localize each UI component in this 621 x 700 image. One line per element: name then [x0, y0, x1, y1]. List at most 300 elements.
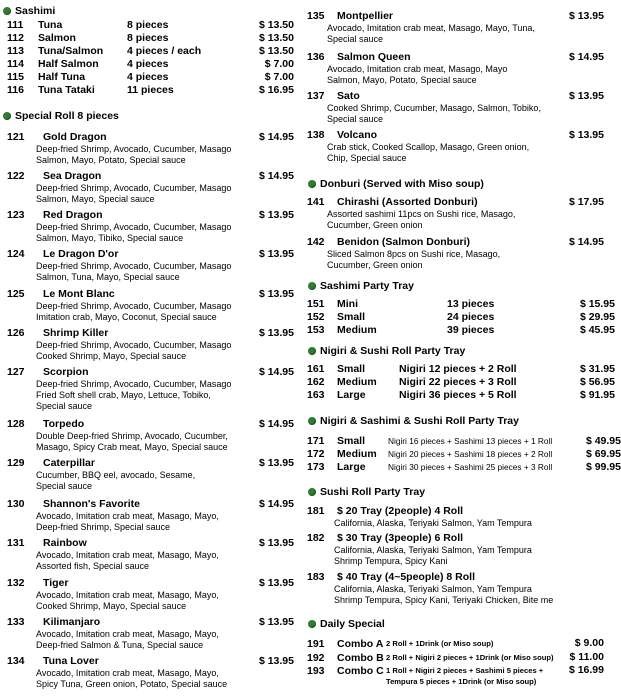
item-name: Small — [337, 311, 366, 323]
item-name: Red Dragon — [43, 209, 103, 221]
item-description-text: Sliced Salmon 8pcs on Sushi rice, Masago, — [327, 248, 501, 259]
item-description-text: Avocado, Imitation crab meat, Masago, Mayo — [327, 63, 508, 74]
menu-item — [0, 366, 294, 412]
item-price: $ 14.95 — [258, 366, 294, 378]
menu-item — [0, 537, 294, 572]
item-description-text: Double Deep-fried Shrimp, Avocado, Cucumber, — [36, 430, 228, 441]
menu-item-row — [0, 366, 294, 379]
item-name: Shannon's Favorite — [43, 498, 141, 510]
item-number: 129 — [7, 457, 25, 469]
item-price: $ 13.50 — [258, 45, 294, 57]
item-number: 135 — [307, 10, 325, 22]
item-description-text: Special sauce — [36, 480, 93, 491]
item-description — [0, 431, 294, 442]
item-name: Shrimp Killer — [43, 327, 109, 339]
bullet-icon — [308, 620, 316, 628]
special_roll-heading — [3, 110, 119, 122]
item-description-text: Deep-fried Shrimp, Special sauce — [36, 521, 171, 532]
item-description-text: Deep-fried Shrimp, Avocado, Cucumber, Masago — [36, 339, 232, 350]
item-description-text: Avocado, Imitation crab meat, Masago, Mayo, — [36, 510, 219, 521]
item-name: Gold Dragon — [43, 131, 107, 143]
item-price: $ 13.95 — [258, 457, 294, 469]
item-description — [300, 142, 604, 153]
item-price: $ 31.95 — [579, 363, 615, 375]
item-name: Chirashi (Assorted Donburi) — [337, 196, 478, 208]
item-number: 112 — [7, 32, 24, 44]
menu-item-row — [300, 311, 615, 324]
item-description-text: Cooked Shrimp, Mayo, Special sauce — [36, 350, 187, 361]
item-price: $ 49.95 — [585, 435, 621, 447]
item-description-text: California, Alaska, Teriyaki Salmon, Yam Tempura — [334, 544, 532, 555]
item-description — [300, 584, 604, 595]
bullet-icon — [3, 7, 11, 15]
menu-item — [300, 448, 621, 461]
item-name: Rainbow — [43, 537, 87, 549]
item-number: 138 — [307, 129, 325, 141]
menu-item-row — [0, 58, 294, 71]
item-description-text: 1 Roll + Nigiri 2 pieces + Sashimi 5 pieces + — [386, 666, 544, 675]
roll_tray-title: Sushi Roll Party Tray — [320, 486, 426, 498]
menu-item — [300, 652, 604, 663]
item-number: 116 — [7, 84, 24, 96]
item-description-text: Salmon, Mayo, Potato, Special sauce — [36, 154, 186, 165]
menu-item-row — [300, 389, 615, 402]
item-pieces: 8 pieces — [127, 19, 169, 31]
item-description-text: 2 Roll + Nigiri 2 pieces + 1Drink (or Miso soup) — [386, 653, 554, 662]
menu-item — [0, 45, 294, 58]
item-pieces: Nigiri 12 pieces + 2 Roll — [399, 363, 517, 375]
sashimi_tray-heading — [308, 280, 414, 292]
item-number: 124 — [7, 248, 25, 260]
menu-item-row — [0, 209, 294, 222]
daily_special-heading — [308, 618, 385, 630]
menu-item — [300, 665, 604, 687]
item-number: 125 — [7, 288, 25, 300]
item-name: Sea Dragon — [43, 170, 102, 182]
item-price: $ 91.95 — [579, 389, 615, 401]
menu-item — [300, 298, 615, 311]
item-description — [300, 220, 604, 231]
menu-item — [0, 616, 294, 651]
item-description-text: Masago, Spicy Crab meat, Mayo, Special sauce — [36, 441, 228, 452]
item-description — [0, 390, 294, 401]
menu-item — [0, 655, 294, 690]
item-price: $ 13.95 — [258, 537, 294, 549]
item-price: $ 13.50 — [258, 19, 294, 31]
item-number: 127 — [7, 366, 25, 378]
item-name: Tuna — [38, 19, 63, 31]
item-name: $ 40 Tray (4~5people) 8 Roll — [337, 571, 476, 583]
item-description — [0, 301, 294, 312]
item-price: $ 13.50 — [258, 32, 294, 44]
item-description — [300, 209, 604, 220]
bullet-icon — [308, 180, 316, 188]
item-name: Tuna/Salmon — [38, 45, 104, 57]
item-name: Combo C — [337, 665, 384, 677]
item-price: $ 14.95 — [568, 236, 604, 248]
item-number: 126 — [7, 327, 25, 339]
item-description — [0, 522, 294, 533]
item-number: 114 — [7, 58, 24, 70]
menu-item-row — [300, 129, 604, 142]
item-description — [0, 401, 294, 412]
menu-item-row — [300, 324, 615, 337]
item-price: $ 13.95 — [568, 10, 604, 22]
item-description-text: Cucumber, Green onion — [327, 219, 423, 230]
menu-item — [0, 32, 294, 45]
menu-item — [0, 131, 294, 166]
item-description-text: Avocado, Imitation crab meat, Masago, Mayo, — [36, 549, 219, 560]
item-description — [0, 261, 294, 272]
item-price: $ 56.95 — [579, 376, 615, 388]
menu-item-row — [0, 71, 294, 84]
menu-item — [0, 58, 294, 71]
item-description — [300, 249, 604, 260]
item-price: $ 13.95 — [258, 248, 294, 260]
menu-item-row — [300, 51, 604, 64]
menu-item-row — [0, 288, 294, 301]
item-name: Large — [337, 461, 366, 473]
item-price: $ 14.95 — [568, 51, 604, 63]
item-number: 151 — [307, 298, 325, 310]
nigiri_sashimi_tray-heading — [308, 415, 519, 427]
item-description-text: Salmon, Mayo, Special sauce — [36, 193, 155, 204]
item-pieces: 8 pieces — [127, 32, 169, 44]
item-name: Sato — [337, 90, 360, 102]
item-name: Medium — [337, 448, 377, 460]
item-description — [0, 155, 294, 166]
item-name: Montpellier — [337, 10, 394, 22]
item-number: 122 — [7, 170, 25, 182]
item-description-text: Salmon, Tuna, Mayo, Special sauce — [36, 271, 180, 282]
item-name: Caterpillar — [43, 457, 95, 469]
menu-item-row — [0, 32, 294, 45]
item-number: 192 — [307, 652, 325, 664]
menu-item — [0, 19, 294, 32]
item-number: 172 — [307, 448, 325, 460]
item-name: Large — [337, 389, 366, 401]
item-description — [300, 153, 604, 164]
item-name: Medium — [337, 376, 377, 388]
item-number: 183 — [307, 571, 325, 583]
item-name: Kilimanjaro — [43, 616, 101, 628]
item-number: 162 — [307, 376, 325, 388]
item-name: Half Salmon — [38, 58, 99, 70]
item-number: 132 — [7, 577, 25, 589]
item-number: 153 — [307, 324, 325, 336]
item-number: 182 — [307, 532, 325, 544]
item-price: $ 13.95 — [258, 288, 294, 300]
item-name: Salmon — [38, 32, 76, 44]
item-description — [0, 312, 294, 323]
item-name: Combo B — [337, 652, 384, 664]
menu-item-row — [0, 327, 294, 340]
item-description — [300, 676, 604, 687]
item-description-text: Deep-fried Shrimp, Avocado, Cucumber, Masago — [36, 260, 232, 271]
item-pieces: 4 pieces — [127, 58, 169, 70]
menu-item — [300, 532, 604, 567]
item-number: 173 — [307, 461, 325, 473]
item-name: Volcano — [337, 129, 378, 141]
item-number: 121 — [7, 131, 25, 143]
item-name: Salmon Queen — [337, 51, 411, 63]
menu-item — [300, 376, 615, 389]
item-number: 161 — [307, 363, 325, 375]
menu-item — [300, 196, 604, 231]
item-description-text: Avocado, Imitation crab meat, Masago, Mayo, — [36, 589, 219, 600]
item-description-text: Deep-fried Shrimp, Avocado, Cucumber, Masago — [36, 143, 232, 154]
item-description-text: Deep-fried Shrimp, Avocado, Cucumber, Masago — [36, 221, 232, 232]
item-price: $ 13.95 — [568, 129, 604, 141]
item-name: Tuna Lover — [43, 655, 99, 667]
item-price: $ 7.00 — [264, 58, 294, 70]
menu-item — [300, 324, 615, 337]
item-number: 136 — [307, 51, 325, 63]
menu-item — [300, 90, 604, 125]
sashimi_tray-title: Sashimi Party Tray — [320, 280, 414, 292]
item-description-text: Chip, Special sauce — [327, 152, 407, 163]
item-price: $ 69.95 — [585, 448, 621, 460]
bullet-icon — [3, 112, 11, 120]
item-pieces: 39 pieces — [447, 324, 495, 336]
item-description — [0, 233, 294, 244]
item-pieces: 24 pieces — [447, 311, 495, 323]
menu-item — [300, 10, 604, 45]
menu-item — [0, 577, 294, 612]
item-description — [300, 260, 604, 271]
item-description-text: Avocado, Imitation crab meat, Masago, Mayo, — [36, 628, 219, 639]
item-price: $ 14.95 — [258, 418, 294, 430]
item-description-text: Deep-fried Shrimp, Avocado, Cucumber, Masago — [36, 300, 232, 311]
item-number: 134 — [7, 655, 25, 667]
item-pieces: 4 pieces / each — [127, 45, 202, 57]
menu-item — [0, 209, 294, 244]
menu-item — [300, 461, 621, 474]
special_roll-title: Special Roll 8 pieces — [15, 110, 119, 122]
item-price: $ 11.00 — [569, 651, 604, 663]
menu-item — [300, 129, 604, 164]
item-price: $ 13.95 — [258, 616, 294, 628]
item-description — [300, 114, 604, 125]
menu-item-row — [300, 448, 621, 461]
item-description — [0, 590, 294, 601]
item-description-text: Assorted fish, Special sauce — [36, 560, 150, 571]
item-description — [0, 511, 294, 522]
item-name: Tuna Tataki — [38, 84, 95, 96]
item-number: 115 — [7, 71, 24, 83]
menu-item-row — [300, 435, 621, 448]
item-pieces: Nigiri 22 pieces + 3 Roll — [399, 376, 517, 388]
item-name: Mini — [337, 298, 358, 310]
item-description-text: Avocado, Imitation crab meat, Masago, Mayo, — [36, 667, 219, 678]
item-description-text: Special sauce — [36, 401, 93, 411]
menu-item-row — [300, 505, 604, 518]
item-number: 111 — [7, 19, 24, 31]
item-price: $ 17.95 — [568, 196, 604, 208]
menu-item — [300, 571, 604, 606]
menu-item-row — [0, 655, 294, 668]
item-number: 130 — [7, 498, 25, 510]
item-description-text: Cooked Shrimp, Mayo, Special sauce — [36, 600, 187, 611]
item-description — [300, 103, 604, 114]
item-price: $ 13.95 — [258, 655, 294, 667]
item-number: 142 — [307, 236, 325, 248]
item-price: $ 14.95 — [258, 131, 294, 143]
item-name: Benidon (Salmon Donburi) — [337, 236, 470, 248]
item-number: 123 — [7, 209, 25, 221]
item-number: 193 — [307, 665, 325, 677]
menu-item — [0, 327, 294, 362]
item-price: $ 99.95 — [585, 461, 621, 473]
item-name: $ 30 Tray (3people) 6 Roll — [337, 532, 464, 544]
item-description — [0, 679, 294, 690]
item-price: $ 14.95 — [258, 170, 294, 182]
menu-item-row — [0, 577, 294, 590]
menu-item — [0, 288, 294, 323]
menu-item-row — [300, 236, 604, 249]
item-name: Small — [337, 435, 366, 447]
item-number: 128 — [7, 418, 25, 430]
item-description-text: Deep-fried Shrimp, Avocado, Cucumber, Masago — [36, 378, 232, 389]
menu-item-row — [300, 90, 604, 103]
menu-item — [300, 638, 604, 649]
nigiri_sashimi_tray-title: Nigiri & Sashimi & Sushi Roll Party Tray — [320, 415, 519, 427]
menu-item — [0, 170, 294, 205]
item-description — [0, 442, 294, 453]
item-description — [300, 595, 604, 606]
menu-item-row — [300, 363, 615, 376]
item-name: Small — [337, 363, 366, 375]
menu-item-row — [0, 537, 294, 550]
item-description — [300, 518, 604, 529]
menu-item — [0, 498, 294, 533]
nigiri_tray-heading — [308, 345, 465, 357]
item-description-text: Shrimp Tempura, Spicy Kani — [334, 555, 448, 566]
item-number: 171 — [307, 435, 325, 447]
bullet-icon — [308, 488, 316, 496]
menu-item — [0, 457, 294, 492]
menu-item — [300, 311, 615, 324]
item-description-text: Assorted sashimi 11pcs on Sushi rice, Masago, — [327, 208, 516, 219]
item-description-text: Deep-fried Shrimp, Avocado, Cucumber, Masago — [36, 182, 232, 193]
menu-item — [0, 418, 294, 453]
item-description-text: Deep-fried Salmon & Tuna, Special sauce — [36, 639, 204, 650]
item-description — [0, 144, 294, 155]
item-pieces: Nigiri 30 pieces + Sashimi 25 pieces + 3 Roll — [388, 462, 553, 472]
menu-item — [300, 51, 604, 86]
roll_tray-heading — [308, 486, 425, 498]
item-description-text: Cooked Shrimp, Cucumber, Masago, Salmon, Tobiko, — [327, 102, 541, 113]
item-name: $ 20 Tray (2people) 4 Roll — [337, 505, 464, 517]
item-name: Combo A — [337, 638, 384, 650]
item-description — [0, 668, 294, 679]
item-price: $ 29.95 — [579, 311, 615, 323]
item-description — [300, 545, 604, 556]
item-pieces: 13 pieces — [447, 298, 495, 310]
item-name: Medium — [337, 324, 377, 336]
item-price: $ 14.95 — [258, 498, 294, 510]
item-name: Half Tuna — [38, 71, 86, 83]
item-description — [300, 23, 604, 34]
item-pieces: 4 pieces — [127, 71, 169, 83]
donburi-title: Donburi (Served with Miso soup) — [320, 178, 484, 190]
item-pieces: Nigiri 36 pieces + 5 Roll — [399, 389, 517, 401]
menu-item — [300, 389, 615, 402]
item-number: 133 — [7, 616, 25, 628]
item-number: 113 — [7, 45, 24, 57]
item-description — [0, 340, 294, 351]
item-price: $ 16.95 — [258, 84, 294, 96]
menu-item-row — [0, 19, 294, 32]
item-description — [0, 272, 294, 283]
item-price: $ 13.95 — [568, 90, 604, 102]
menu-item-row — [300, 196, 604, 209]
menu-item-row — [0, 170, 294, 183]
menu-item — [0, 84, 294, 97]
item-description-text: Salmon, Mayo, Tibiko, Special sauce — [36, 232, 184, 243]
menu-item — [0, 71, 294, 84]
sashimi-title: Sashimi — [15, 5, 56, 17]
item-name: Scorpion — [43, 366, 89, 378]
item-description — [0, 629, 294, 640]
menu-item-row — [300, 10, 604, 23]
item-description-text: Cucumber, Green onion — [327, 259, 423, 270]
menu-item-row — [0, 45, 294, 58]
item-price: $ 9.00 — [574, 637, 604, 649]
item-description — [0, 222, 294, 233]
item-description — [300, 34, 604, 45]
item-number: 181 — [307, 505, 325, 517]
item-description-text: Spicy Tuna, Green onion, Potato, Special sauce — [36, 678, 228, 689]
item-description-text: Shrimp Tempura, Spicy Kani, Teriyaki Chicken, Bite me — [334, 594, 554, 605]
item-description-text: 2 Roll + 1Drink (or Miso soup) — [386, 639, 494, 648]
item-description-text: Imitation crab, Mayo, Coconut, Special sauce — [36, 311, 217, 322]
item-number: 163 — [307, 389, 325, 401]
bullet-icon — [308, 282, 316, 290]
item-description — [300, 556, 604, 567]
item-number: 141 — [307, 196, 325, 208]
item-price: $ 15.95 — [579, 298, 615, 310]
menu-item-row — [0, 418, 294, 431]
item-number: 131 — [7, 537, 25, 549]
item-number: 137 — [307, 90, 325, 102]
menu-item-row — [0, 498, 294, 511]
item-description-text: Salmon, Mayo, Potato, Special sauce — [327, 74, 477, 85]
menu-item — [300, 236, 604, 271]
item-description — [0, 481, 294, 492]
item-description — [0, 470, 294, 481]
item-name: Le Dragon D'or — [43, 248, 119, 260]
menu-item-row — [300, 532, 604, 545]
bullet-icon — [308, 417, 316, 425]
menu-item-row — [0, 457, 294, 470]
item-description — [0, 351, 294, 362]
item-price: $ 7.00 — [264, 71, 294, 83]
item-description-text: Fried Soft shell crab, Mayo, Lettuce, Tobiko, — [36, 389, 211, 400]
item-description-text: Special sauce — [327, 33, 384, 44]
item-description — [300, 75, 604, 86]
menu-item-row — [300, 298, 615, 311]
item-description-text: Special sauce — [327, 113, 384, 124]
menu-item-row — [300, 461, 621, 474]
sashimi-heading — [3, 5, 55, 17]
daily_special-title: Daily Special — [320, 618, 385, 630]
item-description — [0, 640, 294, 651]
item-description — [0, 183, 294, 194]
item-description-text: Crab stick, Cooked Scallop, Masago, Green onion, — [327, 141, 530, 152]
item-pieces: Nigiri 20 pieces + Sashimi 18 pieces + 2 Roll — [388, 449, 553, 459]
item-description-text: Tempura 5 pieces + 1Drink (or Miso soup) — [386, 677, 537, 687]
